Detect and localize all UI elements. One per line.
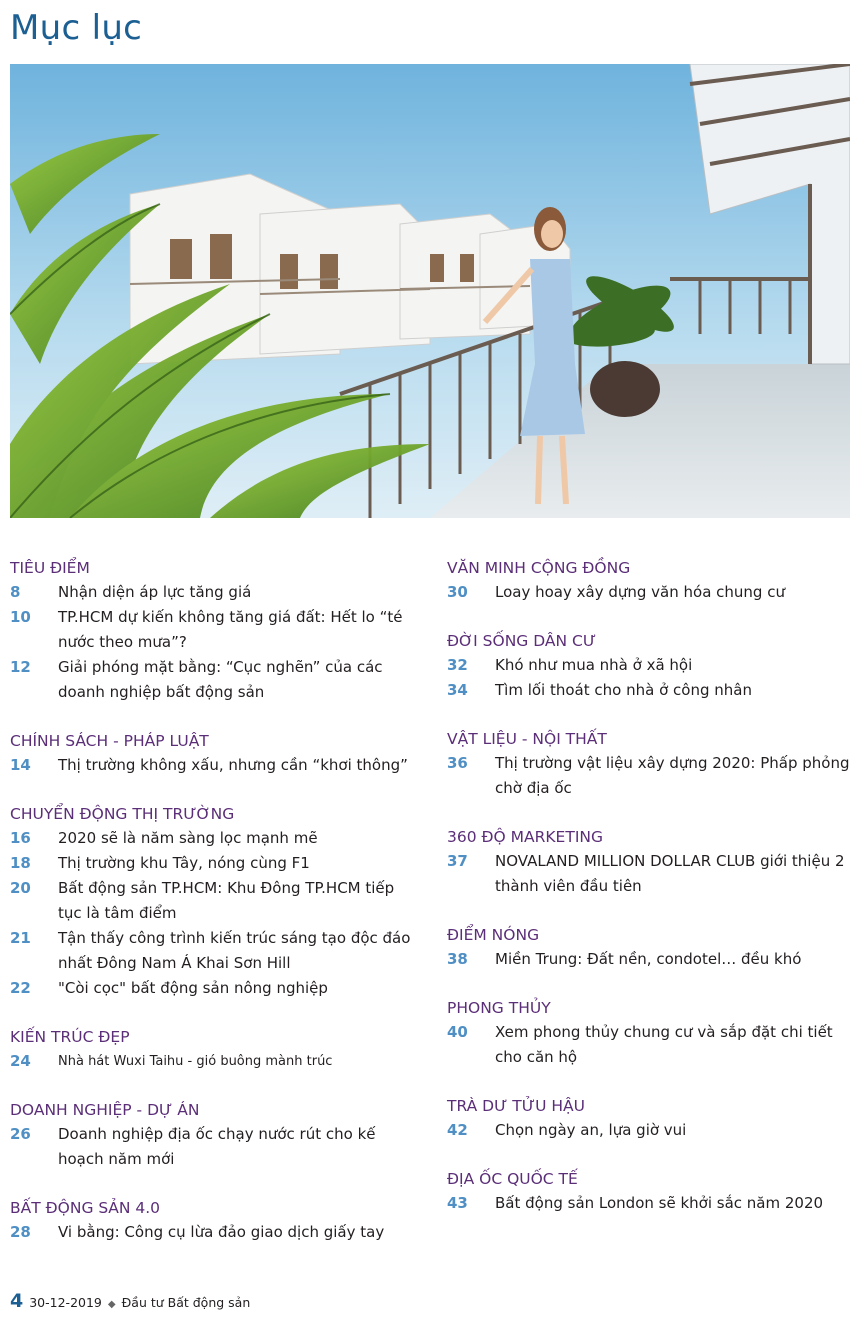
section-title: 360 ĐỘ MARKETING bbox=[447, 828, 603, 846]
toc-section bbox=[10, 1196, 415, 1245]
toc-section bbox=[10, 1098, 415, 1172]
entry-page-number: 18 bbox=[10, 854, 31, 872]
section-title: VĂN MINH CỘNG ĐỒNG bbox=[447, 559, 631, 577]
toc-right-column bbox=[447, 556, 850, 1240]
entry-title: Xem phong thủy chung cư và sắp đặt chi tiết cho căn hộ bbox=[495, 1023, 833, 1066]
entry-page-number: 38 bbox=[447, 950, 468, 968]
toc-entry[interactable] bbox=[10, 876, 415, 926]
toc-entry[interactable] bbox=[10, 1122, 415, 1172]
entry-title: "Còi cọc" bất động sản nông nghiệp bbox=[58, 979, 328, 997]
footer-separator-icon: ◆ bbox=[107, 1299, 116, 1310]
toc-section bbox=[10, 729, 415, 778]
toc-section bbox=[10, 1025, 415, 1074]
toc-entry[interactable] bbox=[10, 655, 415, 705]
entry-title: Bất động sản TP.HCM: Khu Đông TP.HCM tiếp tục là tâm điểm bbox=[58, 879, 395, 922]
entry-page-number: 42 bbox=[447, 1121, 468, 1139]
toc-entry[interactable] bbox=[447, 1020, 850, 1070]
entry-page-number: 26 bbox=[10, 1125, 31, 1143]
entry-title: NOVALAND MILLION DOLLAR CLUB giới thiệu 2 thành viên đầu tiên bbox=[495, 852, 845, 895]
entry-title: Tìm lối thoát cho nhà ở công nhân bbox=[495, 681, 752, 699]
section-title: CHÍNH SÁCH - PHÁP LUẬT bbox=[10, 732, 209, 750]
toc-entry[interactable] bbox=[447, 1118, 850, 1143]
toc-entry[interactable] bbox=[10, 976, 415, 1001]
toc-entry[interactable] bbox=[447, 1191, 850, 1216]
entry-title: Nhận diện áp lực tăng giá bbox=[58, 583, 252, 601]
toc-section bbox=[447, 556, 850, 605]
entry-page-number: 14 bbox=[10, 756, 31, 774]
toc-entry[interactable] bbox=[447, 678, 850, 703]
entry-title: Vi bằng: Công cụ lừa đảo giao dịch giấy tay bbox=[58, 1223, 385, 1241]
toc-entry[interactable] bbox=[10, 753, 415, 778]
entry-title: Doanh nghiệp địa ốc chạy nước rút cho kế hoạch năm mới bbox=[58, 1125, 376, 1168]
toc-entry[interactable] bbox=[10, 826, 415, 851]
toc-section bbox=[10, 556, 415, 705]
entry-title: Thị trường không xấu, nhưng cần “khơi thông” bbox=[58, 756, 408, 774]
toc-section bbox=[447, 727, 850, 801]
footer-date: 30-12-2019 bbox=[29, 1295, 102, 1310]
toc-entry[interactable] bbox=[447, 849, 850, 899]
entry-page-number: 24 bbox=[10, 1052, 31, 1070]
entry-title: Nhà hát Wuxi Taihu - gió buông mành trúc bbox=[58, 1054, 333, 1069]
toc-section bbox=[447, 629, 850, 703]
hero-photo bbox=[10, 64, 850, 518]
entry-page-number: 20 bbox=[10, 879, 31, 897]
balcony-photo-illustration bbox=[10, 64, 850, 518]
section-title: CHUYỂN ĐỘNG THỊ TRƯỜNG bbox=[10, 805, 235, 823]
toc-entry[interactable] bbox=[10, 605, 415, 655]
entry-page-number: 43 bbox=[447, 1194, 468, 1212]
entry-title: Giải phóng mặt bằng: “Cục nghẽn” của các doanh nghiệp bất động sản bbox=[58, 658, 383, 701]
entry-page-number: 12 bbox=[10, 658, 31, 676]
toc-entry[interactable] bbox=[447, 580, 850, 605]
entry-title: Chọn ngày an, lựa giờ vui bbox=[495, 1121, 687, 1139]
section-title: ĐIỂM NÓNG bbox=[447, 926, 540, 944]
entry-page-number: 22 bbox=[10, 979, 31, 997]
entry-page-number: 30 bbox=[447, 583, 468, 601]
toc-section bbox=[447, 1094, 850, 1143]
entry-title: Tận thấy công trình kiến trúc sáng tạo độc đáo nhất Đông Nam Á Khai Sơn Hill bbox=[58, 929, 411, 972]
entry-title: Loay hoay xây dựng văn hóa chung cư bbox=[495, 583, 785, 601]
toc-entry[interactable] bbox=[10, 580, 415, 605]
toc-entry[interactable] bbox=[10, 851, 415, 876]
entry-page-number: 28 bbox=[10, 1223, 31, 1241]
toc-entry[interactable] bbox=[10, 1220, 415, 1245]
entry-page-number: 21 bbox=[10, 929, 31, 947]
section-title: ĐỊA ỐC QUỐC TẾ bbox=[447, 1170, 578, 1188]
entry-page-number: 10 bbox=[10, 608, 31, 626]
footer-page-number: 4 bbox=[10, 1290, 24, 1312]
toc-entry[interactable] bbox=[10, 1049, 415, 1074]
toc-left-column bbox=[10, 556, 415, 1269]
toc-section bbox=[447, 923, 850, 972]
entry-page-number: 32 bbox=[447, 656, 468, 674]
entry-page-number: 40 bbox=[447, 1023, 468, 1041]
entry-title: Thị trường khu Tây, nóng cùng F1 bbox=[58, 854, 310, 872]
section-title: DOANH NGHIỆP - DỰ ÁN bbox=[10, 1101, 200, 1119]
section-title: PHONG THỦY bbox=[447, 999, 551, 1017]
entry-title: Bất động sản London sẽ khởi sắc năm 2020 bbox=[495, 1194, 824, 1212]
section-title: BẤT ĐỘNG SẢN 4.0 bbox=[10, 1199, 160, 1217]
toc-section bbox=[447, 996, 850, 1070]
footer-publication: Đầu tư Bất động sản bbox=[121, 1295, 251, 1310]
section-title: KIẾN TRÚC ĐẸP bbox=[10, 1028, 130, 1046]
toc-section bbox=[447, 1167, 850, 1216]
toc-entry[interactable] bbox=[447, 653, 850, 678]
entry-page-number: 36 bbox=[447, 754, 468, 772]
toc-entry[interactable] bbox=[10, 926, 415, 976]
entry-page-number: 37 bbox=[447, 852, 468, 870]
toc-section bbox=[447, 825, 850, 899]
entry-title: Miền Trung: Đất nền, condotel… đều khó bbox=[495, 950, 802, 968]
entry-page-number: 16 bbox=[10, 829, 31, 847]
entry-title: Khó như mua nhà ở xã hội bbox=[495, 656, 693, 674]
section-title: TIÊU ĐIỂM bbox=[10, 559, 90, 577]
entry-title: TP.HCM dự kiến không tăng giá đất: Hết lo “té nước theo mưa”? bbox=[58, 608, 403, 651]
section-title: VẬT LIỆU - NỘI THẤT bbox=[447, 730, 607, 748]
page-title: Mục lục bbox=[10, 8, 143, 48]
entry-title: 2020 sẽ là năm sàng lọc mạnh mẽ bbox=[58, 829, 318, 847]
toc-entry[interactable] bbox=[447, 947, 850, 972]
entry-page-number: 34 bbox=[447, 681, 468, 699]
section-title: TRÀ DƯ TỬU HẬU bbox=[447, 1097, 585, 1115]
entry-title: Thị trường vật liệu xây dựng 2020: Phấp phỏng chờ địa ốc bbox=[495, 754, 850, 797]
toc-entry[interactable] bbox=[447, 751, 850, 801]
page-footer bbox=[10, 1290, 250, 1314]
section-title: ĐỜI SỐNG DÂN CƯ bbox=[447, 632, 597, 650]
entry-page-number: 8 bbox=[10, 583, 21, 601]
toc-section bbox=[10, 802, 415, 1001]
